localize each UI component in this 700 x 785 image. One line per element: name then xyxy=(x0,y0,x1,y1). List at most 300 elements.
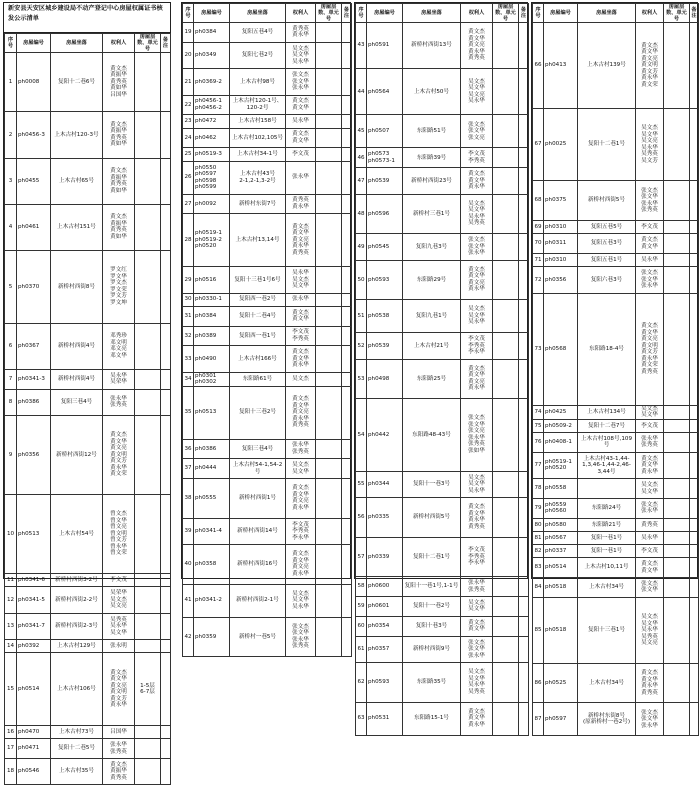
room-info xyxy=(316,148,342,161)
row-note xyxy=(161,250,171,323)
row-note xyxy=(690,452,699,478)
row-number: 13 xyxy=(5,613,17,639)
row-number: 87 xyxy=(533,703,544,736)
row-number: 19 xyxy=(183,23,194,43)
holder-names: 吴文杰 吴文华 吴永华 吴秀英 吴文亮 xyxy=(636,597,664,663)
row-number: 53 xyxy=(356,359,367,399)
room-info xyxy=(664,234,690,254)
table-row xyxy=(356,636,529,662)
row-number: 8 xyxy=(5,389,17,415)
holder-names: 吕国华 xyxy=(103,726,135,739)
row-note xyxy=(690,545,699,558)
holder-names: 黄秀英 黄永华 xyxy=(286,194,316,214)
house-location: 复阳五巷3号 xyxy=(578,234,636,254)
house-code: ph0384 xyxy=(194,23,230,43)
row-number: 36 xyxy=(183,439,194,459)
row-note xyxy=(690,518,699,531)
holder-names: 吴文杰 吴文华 吴永华 xyxy=(286,42,316,68)
house-code: ph0518 xyxy=(544,578,578,598)
row-number: 60 xyxy=(356,616,367,636)
row-note xyxy=(161,640,171,653)
room-info xyxy=(493,663,519,703)
house-code: ph0470 xyxy=(17,726,51,739)
table-row xyxy=(533,479,699,499)
room-info xyxy=(316,194,342,214)
row-number: 2 xyxy=(5,112,17,158)
row-number: 50 xyxy=(356,260,367,300)
holder-names: 黄文杰 黄文华 黄文亮 黄永华 xyxy=(461,359,493,399)
row-note xyxy=(690,23,699,109)
house-code: ph0341-7 xyxy=(17,613,51,639)
row-number: 21 xyxy=(183,69,194,95)
table-row xyxy=(5,158,171,204)
house-location: 新桥村西街12号 xyxy=(51,415,103,494)
house-code: ph0357 xyxy=(367,636,403,662)
table-row xyxy=(533,531,699,544)
house-code: ph0310 xyxy=(544,253,578,266)
room-info xyxy=(664,452,690,478)
row-note xyxy=(519,471,529,497)
room-info xyxy=(664,405,690,419)
table-row xyxy=(533,181,699,221)
room-info xyxy=(135,250,161,323)
row-note xyxy=(342,128,352,148)
holder-names: 黄文杰 黄文华 黄文亮 黄文明 黄文芳 黄永华 xyxy=(103,653,135,726)
table-row xyxy=(5,613,171,639)
room-info xyxy=(664,253,690,266)
house-location: 复阳一巷1号 xyxy=(578,545,636,558)
row-number: 43 xyxy=(356,23,367,69)
house-code: ph0539 xyxy=(367,333,403,359)
house-code: ph0386 xyxy=(17,389,51,415)
row-number: 83 xyxy=(533,558,544,578)
row-note xyxy=(519,663,529,703)
row-number: 84 xyxy=(533,578,544,598)
house-code: ph0516 xyxy=(194,267,230,293)
house-location: 东阳路51号 xyxy=(403,115,461,148)
table-row xyxy=(5,53,171,112)
row-note xyxy=(342,545,352,585)
row-number: 45 xyxy=(356,115,367,148)
house-code: ph0301 ph0302 xyxy=(194,372,230,386)
table-row xyxy=(533,220,699,233)
row-number: 74 xyxy=(533,405,544,419)
room-info xyxy=(493,597,519,617)
holder-names: 张永华 张秀英 xyxy=(636,432,664,452)
room-info xyxy=(135,389,161,415)
row-number: 22 xyxy=(183,95,194,115)
table-row xyxy=(356,663,529,703)
row-note xyxy=(519,234,529,260)
row-number: 51 xyxy=(356,300,367,333)
holder-names: 李文茂 xyxy=(103,574,135,587)
table-row xyxy=(183,479,352,519)
row-number: 1 xyxy=(5,53,17,112)
house-code: ph0359 xyxy=(194,617,230,657)
row-note xyxy=(519,616,529,636)
row-note xyxy=(161,53,171,112)
row-number: 30 xyxy=(183,293,194,306)
holder-names: 吴文杰 吴文华 吴永华 xyxy=(286,584,316,617)
table-row xyxy=(183,617,352,657)
holder-names: 张永明 xyxy=(103,640,135,653)
table-row xyxy=(183,267,352,293)
house-code: ph0596 xyxy=(367,194,403,234)
house-code: ph0593 xyxy=(367,260,403,300)
room-info xyxy=(493,333,519,359)
row-number: 54 xyxy=(356,399,367,472)
row-note xyxy=(342,617,352,657)
room-info xyxy=(664,663,690,703)
house-code: ph0568 xyxy=(544,293,578,405)
room-info xyxy=(316,293,342,306)
holder-names: 张永华 张秀英 xyxy=(286,439,316,459)
room-info xyxy=(664,558,690,578)
room-info xyxy=(664,479,690,499)
row-note xyxy=(342,23,352,43)
house-location: 东阳路39号 xyxy=(403,148,461,168)
table-row xyxy=(183,372,352,386)
room-info xyxy=(493,399,519,472)
holder-names: 吴文杰 吴文华 xyxy=(636,405,664,419)
table-row xyxy=(356,69,529,115)
holder-names: 张永华 张秀英 xyxy=(103,389,135,415)
header-code: 房屋编号 xyxy=(367,4,403,23)
house-location: 复阳三巷4号 xyxy=(51,389,103,415)
house-location: 新桥村东街7号 xyxy=(230,194,286,214)
row-number: 49 xyxy=(356,234,367,260)
house-location: 上木古村134号 xyxy=(578,405,636,419)
row-number: 80 xyxy=(533,518,544,531)
room-info xyxy=(316,617,342,657)
room-info xyxy=(493,702,519,735)
room-info xyxy=(316,545,342,585)
row-number: 68 xyxy=(533,181,544,221)
row-note xyxy=(690,220,699,233)
house-code: ph0539 xyxy=(367,168,403,194)
house-location: 复阳九巷1号 xyxy=(403,300,461,333)
house-code: ph0341-4 xyxy=(194,518,230,544)
header-note: 备注 xyxy=(519,4,529,23)
holder-names: 黄文杰 黄文华 黄文亮 黄永华 xyxy=(286,545,316,585)
row-number: 69 xyxy=(533,220,544,233)
holder-names: 黄文杰 黄文华 黄永华 xyxy=(636,452,664,478)
house-code: ph0545 xyxy=(367,234,403,260)
table-row xyxy=(5,495,171,574)
table-row xyxy=(183,545,352,585)
house-code: ph0513 xyxy=(17,495,51,574)
room-info xyxy=(316,584,342,617)
table-row xyxy=(183,115,352,128)
holder-names: 邓秀珍 邓文明 邓文亮 邓文华 xyxy=(103,323,135,369)
register-table xyxy=(532,3,699,736)
table-row xyxy=(5,323,171,369)
room-info xyxy=(664,703,690,736)
register-table xyxy=(182,3,352,657)
row-number: 33 xyxy=(183,346,194,372)
row-note xyxy=(519,498,529,538)
row-number: 42 xyxy=(183,617,194,657)
header-location: 房屋坐落 xyxy=(403,4,461,23)
house-code: ph0025 xyxy=(544,108,578,181)
house-code: ph0519-3 xyxy=(194,148,230,161)
house-location: 新桥村西街2-3号 xyxy=(51,613,103,639)
house-location: 复阳十二巷5号 xyxy=(51,739,103,759)
header-note: 备注 xyxy=(161,34,171,53)
room-info xyxy=(493,471,519,497)
house-location: 复阳三巷4号 xyxy=(230,439,286,459)
table-row xyxy=(356,300,529,333)
row-note xyxy=(690,479,699,499)
house-code: ph0356 xyxy=(544,267,578,293)
row-note xyxy=(161,739,171,759)
room-info xyxy=(493,148,519,168)
house-location: 上木古村34-1号 xyxy=(230,148,286,161)
room-info xyxy=(664,498,690,518)
table-row xyxy=(356,498,529,538)
house-location: 新桥村西街8号 xyxy=(51,250,103,323)
row-number: 31 xyxy=(183,306,194,326)
holder-names: 曾文杰 曾文华 曾文亮 曾文明 曾文芳 曾永华 曾文荣 xyxy=(103,495,135,574)
table-row xyxy=(356,471,529,497)
room-info xyxy=(135,323,161,369)
row-note xyxy=(519,399,529,472)
room-info xyxy=(493,636,519,662)
holder-names: 张文杰 张永华 xyxy=(636,498,664,518)
table-row xyxy=(183,584,352,617)
table-row xyxy=(356,148,529,168)
table-row xyxy=(533,267,699,293)
room-info xyxy=(493,616,519,636)
table-row xyxy=(5,204,171,250)
header-no: 序号 xyxy=(183,4,194,23)
row-number: 40 xyxy=(183,545,194,585)
holder-names: 黄文杰 黄文华 黄文亮 黄永华 黄秀英 xyxy=(286,386,316,439)
table-row xyxy=(533,545,699,558)
row-number: 34 xyxy=(183,372,194,386)
house-code: ph0564 xyxy=(367,69,403,115)
house-code: ph0509-2 xyxy=(544,419,578,432)
house-code: ph0498 xyxy=(367,359,403,399)
row-number: 46 xyxy=(356,148,367,168)
register-table xyxy=(4,33,171,785)
row-number: 28 xyxy=(183,214,194,267)
row-number: 57 xyxy=(356,537,367,577)
row-number: 52 xyxy=(356,333,367,359)
table-row xyxy=(5,369,171,389)
house-code: ph0462 xyxy=(194,128,230,148)
holder-names: 吴文杰 吴文华 吴永华 吴秀英 xyxy=(461,663,493,703)
house-code: ph0513 xyxy=(194,386,230,439)
house-code: ph0413 xyxy=(544,23,578,109)
house-location: 复阳十二巷1号 xyxy=(578,108,636,181)
room-info xyxy=(316,306,342,326)
table-row xyxy=(356,537,529,577)
header-code: 房屋编号 xyxy=(194,4,230,23)
holder-names: 李文茂 李秀英 李永华 xyxy=(461,537,493,577)
row-note xyxy=(342,267,352,293)
row-number: 29 xyxy=(183,267,194,293)
house-location: 东阳路21号 xyxy=(578,518,636,531)
row-note xyxy=(161,369,171,389)
row-note xyxy=(342,148,352,161)
holder-names: 黄文杰 黄文华 xyxy=(636,234,664,254)
house-location: 复阳十二巷1号 xyxy=(403,537,461,577)
row-note xyxy=(342,439,352,459)
row-number: 11 xyxy=(5,574,17,587)
holder-names: 黄文杰 黄文华 黄文亮 黄永华 黄秀英 xyxy=(286,214,316,267)
row-note xyxy=(342,306,352,326)
house-location: 复阳十三巷2号 xyxy=(230,386,286,439)
table-row xyxy=(183,386,352,439)
table-row xyxy=(356,359,529,399)
row-number: 17 xyxy=(5,739,17,759)
room-info xyxy=(316,386,342,439)
house-code: ph0567 xyxy=(544,531,578,544)
table-row xyxy=(356,23,529,69)
holder-names: 张永华 张秀英 xyxy=(103,739,135,759)
house-location: 新桥村一巷5号 xyxy=(230,617,286,657)
row-note xyxy=(519,333,529,359)
house-code: ph0384 xyxy=(194,306,230,326)
table-row xyxy=(356,597,529,617)
house-code: ph0370 xyxy=(17,250,51,323)
holder-names: 黄文杰 黄文华 xyxy=(636,558,664,578)
house-code: ph0601 xyxy=(367,597,403,617)
table-row xyxy=(533,419,699,432)
table-row xyxy=(183,42,352,68)
table-row xyxy=(183,161,352,194)
house-location: 上木古村35号 xyxy=(51,759,103,785)
room-info xyxy=(135,204,161,250)
house-code: ph0356 xyxy=(17,415,51,494)
house-location: 上木古村151号 xyxy=(51,204,103,250)
row-note xyxy=(161,415,171,494)
house-code: ph0367 xyxy=(17,323,51,369)
table-row xyxy=(356,577,529,597)
row-note xyxy=(690,108,699,181)
holder-names: 李文茂 xyxy=(636,419,664,432)
holder-names: 黄秀英 xyxy=(636,518,664,531)
house-code: ph0341-3 xyxy=(17,369,51,389)
holder-names: 张文杰 张文华 张文亮 张永华 张秀英 张如华 xyxy=(461,399,493,472)
table-row xyxy=(183,326,352,346)
room-info xyxy=(493,69,519,115)
holder-names: 黄文杰 黄文华 黄文亮 黄文明 黄文芳 黄永华 黄文荣 xyxy=(103,415,135,494)
house-code: ph0490 xyxy=(194,346,230,372)
house-location: 复阳九巷3号 xyxy=(403,234,461,260)
row-note xyxy=(342,115,352,128)
holder-names: 李文茂 xyxy=(286,148,316,161)
row-note xyxy=(690,253,699,266)
house-code: ph0425 xyxy=(544,405,578,419)
house-location: 上木古村34号 xyxy=(578,578,636,598)
room-info xyxy=(316,69,342,95)
row-note xyxy=(161,112,171,158)
house-location: 复阳十二巷4号 xyxy=(230,306,286,326)
house-location: 新桥村西街23号 xyxy=(403,168,461,194)
room-info xyxy=(664,23,690,109)
room-info xyxy=(135,640,161,653)
holder-names: 吴永华 xyxy=(636,531,664,544)
row-note xyxy=(690,181,699,221)
house-code: ph0092 xyxy=(194,194,230,214)
house-location: 复阳十三巷1号6号 xyxy=(230,267,286,293)
row-note xyxy=(342,194,352,214)
house-code: ph0555 xyxy=(194,479,230,519)
holder-names: 李文茂 李秀英 李永华 xyxy=(461,333,493,359)
house-location: 上木古村43号 2-1,2-1,3-2号 xyxy=(230,161,286,194)
house-location: 东阳路15-1号 xyxy=(403,702,461,735)
room-info xyxy=(135,112,161,158)
holder-names: 吴文杰 吴文华 吴文亮 吴永华 xyxy=(461,69,493,115)
table-row xyxy=(533,498,699,518)
house-code: ph0349 xyxy=(194,42,230,68)
house-location: 复阳十一巷3号 xyxy=(403,471,461,497)
room-info xyxy=(664,531,690,544)
room-info xyxy=(316,518,342,544)
house-code: ph0455 xyxy=(17,158,51,204)
table-row xyxy=(356,702,529,735)
holder-names: 黄文杰 黄文华 黄文亮 黄文明 黄文芳 黄永华 黄文荣 黄秀英 xyxy=(636,293,664,405)
table-row xyxy=(5,250,171,323)
row-note xyxy=(161,759,171,785)
house-location: 新桥村西街2-2号 xyxy=(51,587,103,613)
table-row xyxy=(533,452,699,478)
row-note xyxy=(690,293,699,405)
row-number: 59 xyxy=(356,597,367,617)
row-number: 35 xyxy=(183,386,194,439)
row-number: 12 xyxy=(5,587,17,613)
table-row xyxy=(356,333,529,359)
room-info xyxy=(135,158,161,204)
row-number: 23 xyxy=(183,115,194,128)
table-row xyxy=(5,574,171,587)
holder-names: 黄文杰 黄振华 黄秀英 黄如华 吕国华 xyxy=(103,53,135,112)
row-number: 9 xyxy=(5,415,17,494)
row-note xyxy=(342,518,352,544)
room-info xyxy=(135,495,161,574)
house-location: 复阳十巷3号 xyxy=(403,616,461,636)
room-info xyxy=(664,293,690,405)
table-row xyxy=(183,23,352,43)
house-location: 东阳路35号 xyxy=(403,663,461,703)
row-number: 73 xyxy=(533,293,544,405)
row-note xyxy=(161,204,171,250)
row-number: 41 xyxy=(183,584,194,617)
table-row xyxy=(183,439,352,459)
table-row xyxy=(183,518,352,544)
room-info xyxy=(316,346,342,372)
house-location: 上木古村102,105号 xyxy=(230,128,286,148)
house-location: 东阳路24号 xyxy=(578,498,636,518)
row-number: 75 xyxy=(533,419,544,432)
holder-names: 吴文杰 吴文华 吴永华 xyxy=(461,300,493,333)
house-code: ph0558 xyxy=(544,479,578,499)
row-number: 25 xyxy=(183,148,194,161)
row-note xyxy=(342,161,352,194)
row-number: 44 xyxy=(356,69,367,115)
table-header-row xyxy=(356,4,529,23)
header-room: 房屋层数、单元号 xyxy=(135,34,161,53)
room-info xyxy=(664,518,690,531)
house-code: ph0330-1 xyxy=(194,293,230,306)
house-code: ph0597 xyxy=(544,703,578,736)
table-row xyxy=(183,459,352,479)
house-code: ph0392 xyxy=(17,640,51,653)
table-header-row xyxy=(533,4,699,23)
room-info xyxy=(664,267,690,293)
